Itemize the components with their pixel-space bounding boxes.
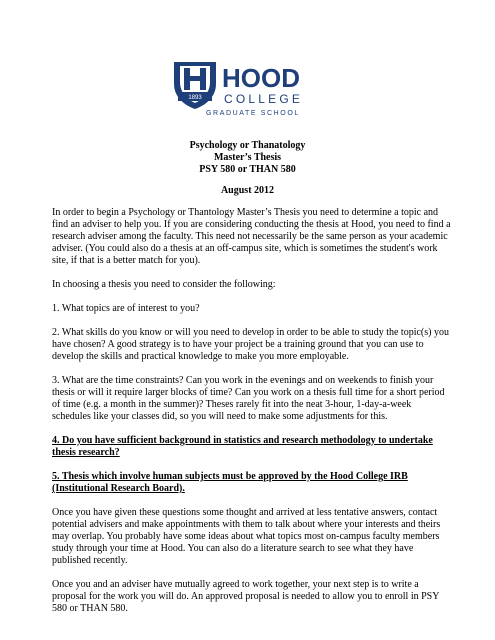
document-title-block	[0, 140, 495, 176]
paragraph-item-5: 5. Thesis which involve human subjects must be approved by the Hood College IRB (Institutional Research Board).	[52, 471, 408, 494]
paragraph-contact-advisers: Once you have given these questions some thought and arrived at less tentative answers, contact potential advisers and make appointments with them to talk about where your interests and theirs may overlap. You probably have some ideas about what topics most on-campus faculty members study through your time at Hood. You can also do a literature search to see what they have published recently.	[52, 507, 441, 566]
logo-year: 1893	[188, 95, 202, 101]
paragraph-item-3: 3. What are the time constraints? Can you work in the evenings and on weekends to finish your thesis or will it require larger blocks of time? Can you work on a thesis full time for a short period of time (e.g. a month in the summer)? Theses rarely fit into the neat 3-hour, 1-day-a-week schedules like your classes did, so you will need to make some adjustments for this.	[52, 375, 445, 422]
title-line-3: PSY 580 or THAN 580	[199, 164, 296, 175]
paragraph-consider: In choosing a thesis you need to consider the following:	[52, 279, 276, 290]
logo-college-text: COLLEGE	[224, 92, 304, 106]
paragraph-proposal: Once you and an adviser have mutually agreed to work together, your next step is to write a proposal for the work you will do. An approved proposal is needed to allow you to enroll in PSY 580 or THAN 580.	[52, 579, 440, 614]
title-line-2: Master’s Thesis	[213, 152, 282, 163]
paragraph-item-2: 2. What skills do you know or will you need to develop in order to be able to study the topic(s) you have chosen? A good strategy is to have your project be a training ground that you can use to develop the skills and practical knowledge to make you more employable.	[52, 327, 449, 362]
logo-graduate-school-text: GRADUATE SCHOOL	[206, 110, 300, 117]
document-body	[52, 207, 452, 627]
logo-wordmark: HOOD	[222, 63, 300, 93]
document-date: August 2012	[220, 185, 275, 196]
paragraph-intro: In order to begin a Psychology or Thantology Master’s Thesis you need to determine a topic and find an adviser to help you. If you are considering conducting the thesis at Hood, you need to find a research adviser among the faculty. This need not necessarily be the same person as your academic adviser. (You could also do a thesis at an off-campus site, which is sometimes the student's work site, if that is a better match for you).	[52, 207, 451, 266]
hood-college-logo	[172, 60, 362, 120]
paragraph-item-1: 1. What topics are of interest to you?	[52, 303, 200, 314]
title-line-1: Psychology or Thanatology	[189, 140, 306, 151]
paragraph-item-4: 4. Do you have sufficient background in statistics and research methodology to undertake thesis research?	[52, 435, 433, 458]
shield-icon	[172, 60, 218, 110]
